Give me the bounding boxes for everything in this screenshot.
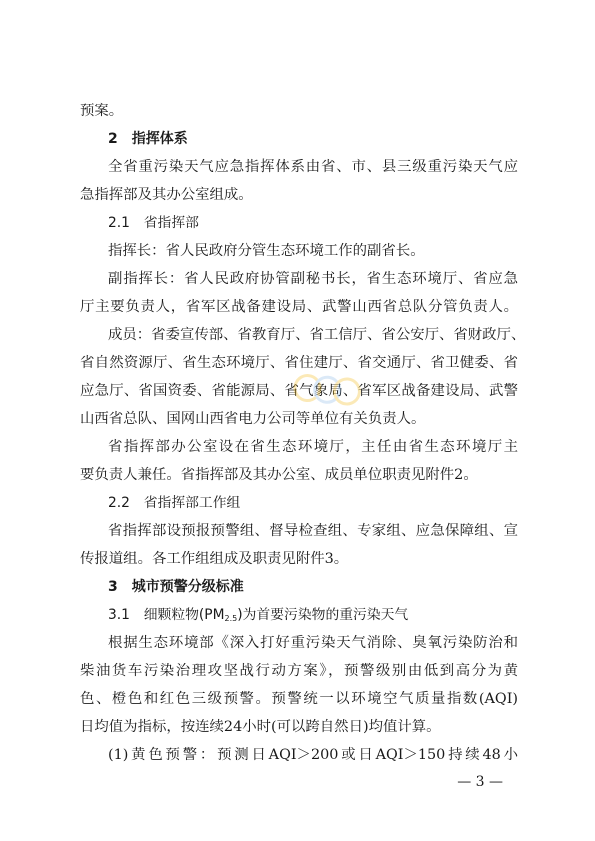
section-heading: 2 指挥体系 [108, 131, 188, 147]
text-line: 应急厅、省国资委、省能源局、省气象局、省军区战备建设局、武警 [80, 383, 518, 399]
text-line: 日均值为指标，按连续24小时(可以跨自然日)均值计算。 [80, 719, 441, 735]
subsection-heading [108, 606, 408, 628]
subsection-heading: 2.2 省指挥部工作组 [108, 495, 241, 511]
text-line: 预案。 [80, 103, 124, 119]
text-line: 山西省总队、国网山西省电力公司等单位有关负责人。 [80, 411, 426, 427]
text-line: 急指挥部及其办公室组成。 [80, 187, 253, 203]
text-line: 色、橙色和红色三级预警。预警统一以环境空气质量指数(AQI) [80, 691, 518, 707]
page-number: — 3 — [457, 774, 503, 790]
text-line: 柴油货车污染治理攻坚战行动方案》，预警级别由低到高分为黄 [80, 663, 518, 679]
text-line: 省指挥部设预报预警组、督导检查组、专家组、应急保障组、宣 [108, 523, 518, 539]
text-line: (1)黄色预警：预测日AQI＞200或日AQI＞150持续48小 [108, 747, 518, 763]
text-line: 省自然资源厅、省生态环境厅、省住建厅、省交通厅、省卫健委、省 [80, 355, 518, 371]
text-line: 全省重污染天气应急指挥体系由省、市、县三级重污染天气应 [108, 159, 518, 175]
text-line: 厅主要负责人，省军区战备建设局、武警山西省总队分管负责人。 [80, 299, 518, 315]
heading-part: 3.1 细颗粒物(PM [108, 607, 225, 623]
section-heading: 3 城市预警分级标准 [108, 579, 244, 595]
text-line: 要负责人兼任。省指挥部及其办公室、成员单位职责见附件2。 [80, 467, 478, 483]
heading-part: )为首要污染物的重污染天气 [237, 607, 409, 623]
text-line: 根据生态环境部《深入打好重污染天气消除、臭氧污染防治和 [108, 635, 518, 651]
text-line: 成员：省委宣传部、省教育厅、省工信厅、省公安厅、省财政厅、 [108, 327, 526, 343]
text-line: 传报道组。各工作组组成及职责见附件3。 [80, 551, 349, 567]
subsection-heading: 2.1 省指挥部 [108, 215, 199, 231]
pm-subscript: 2.5 [224, 614, 238, 623]
text-line: 指挥长：省人民政府分管生态环境工作的副省长。 [108, 243, 425, 259]
text-line: 省指挥部办公室设在省生态环境厅，主任由省生态环境厅主 [108, 439, 518, 455]
text-line: 副指挥长：省人民政府协管副秘书长，省生态环境厅、省应急 [108, 271, 518, 287]
